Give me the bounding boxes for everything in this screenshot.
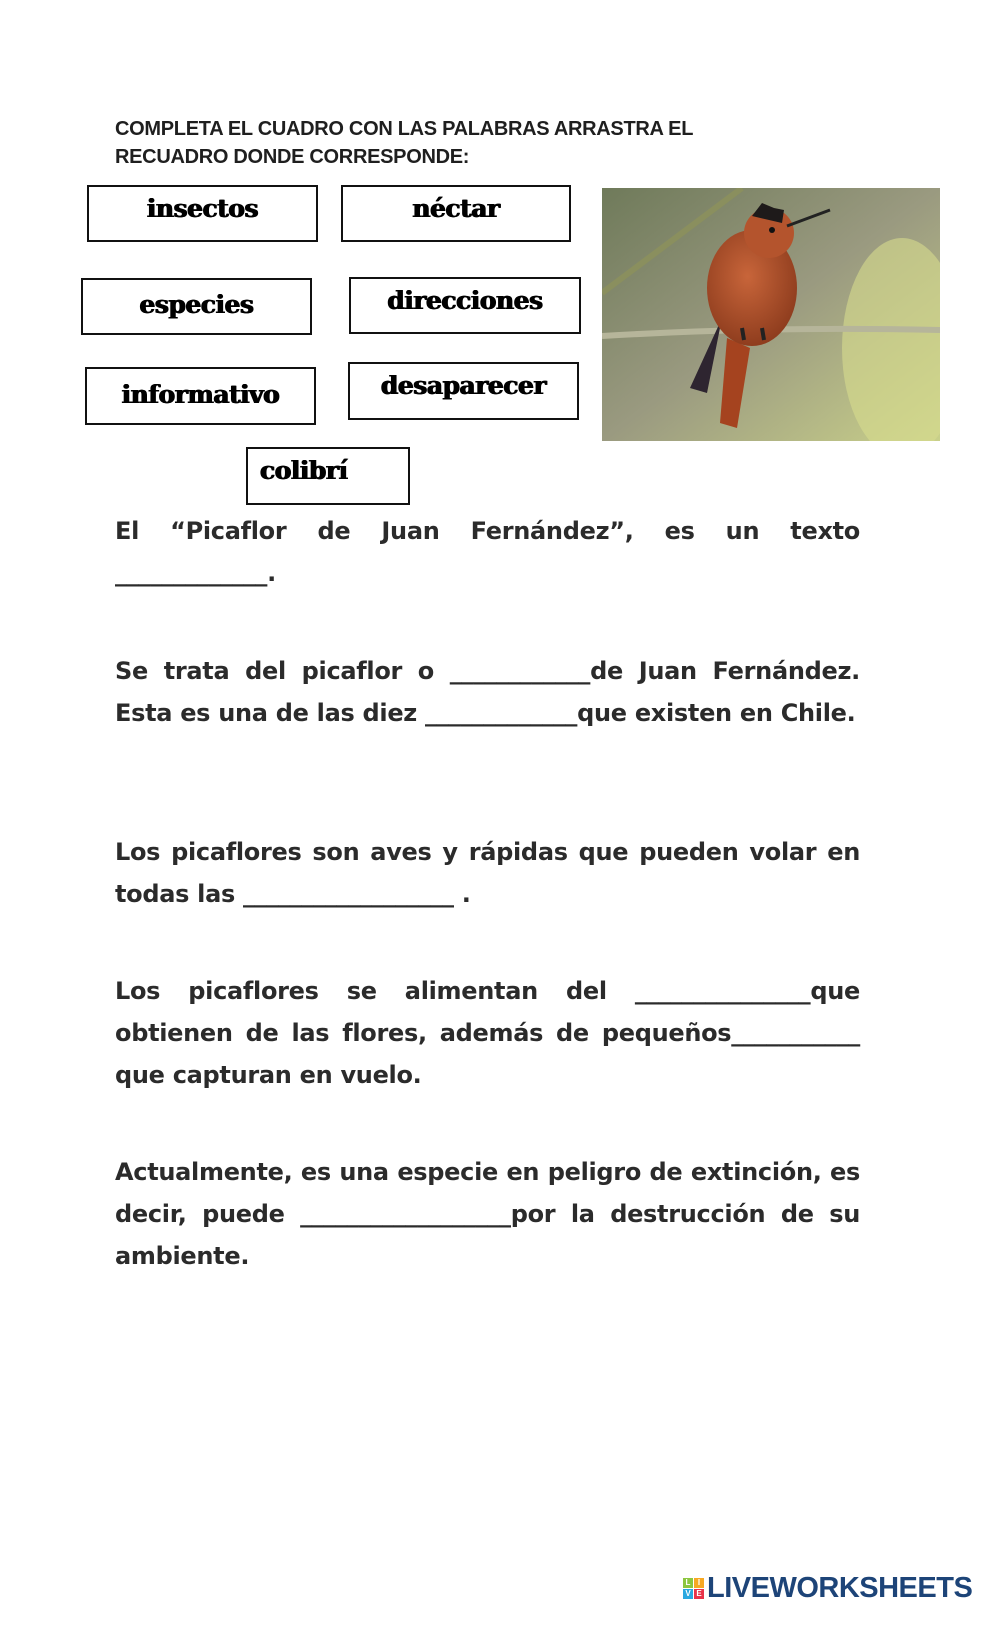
sentence-1: El “Picaflor de Juan Fernández”, es un texto _____________. xyxy=(115,517,860,587)
sentence-3: Los picaflores son aves y rápidas que pueden volar en todas las __________________ . xyxy=(115,838,860,908)
sentence-4: Los picaflores se alimentan del _______________que obtienen de las flores, además de pequeños___________ que capturan en vuelo. xyxy=(115,977,860,1089)
logo-squares-icon xyxy=(683,1578,704,1599)
liveworksheets-logo xyxy=(683,1572,972,1605)
logo-letter: E xyxy=(694,1589,704,1599)
word-card-informativo[interactable]: informativo xyxy=(85,367,316,425)
sentence-2: Se trata del picaflor o ____________de Juan Fernández. Esta es una de las diez _____________que existen en Chile. xyxy=(115,657,860,727)
word-card-nectar[interactable]: néctar xyxy=(341,185,571,242)
word-card-colibri[interactable]: colibrí xyxy=(246,447,410,505)
logo-letter: L xyxy=(683,1578,693,1588)
logo-text: LIVEWORKSHEETS xyxy=(707,1572,973,1604)
hummingbird-photo xyxy=(602,188,940,441)
word-card-insectos[interactable]: insectos xyxy=(87,185,318,242)
instructions-line-2: RECUADRO DONDE CORRESPONDE: xyxy=(115,146,470,168)
instructions-line-1: COMPLETA EL CUADRO CON LAS PALABRAS ARRASTRA EL xyxy=(115,118,694,140)
hummingbird-image xyxy=(602,188,940,441)
word-card-direcciones[interactable]: direcciones xyxy=(349,277,581,334)
word-card-desaparecer[interactable]: desaparecer xyxy=(348,362,579,420)
word-card-especies[interactable]: especies xyxy=(81,278,312,335)
logo-letter: I xyxy=(694,1578,704,1588)
sentence-5: Actualmente, es una especie en peligro de extinción, es decir, puede __________________por la destrucción de su ambiente. xyxy=(115,1158,860,1270)
instructions-heading xyxy=(115,115,815,171)
logo-letter: V xyxy=(683,1589,693,1599)
